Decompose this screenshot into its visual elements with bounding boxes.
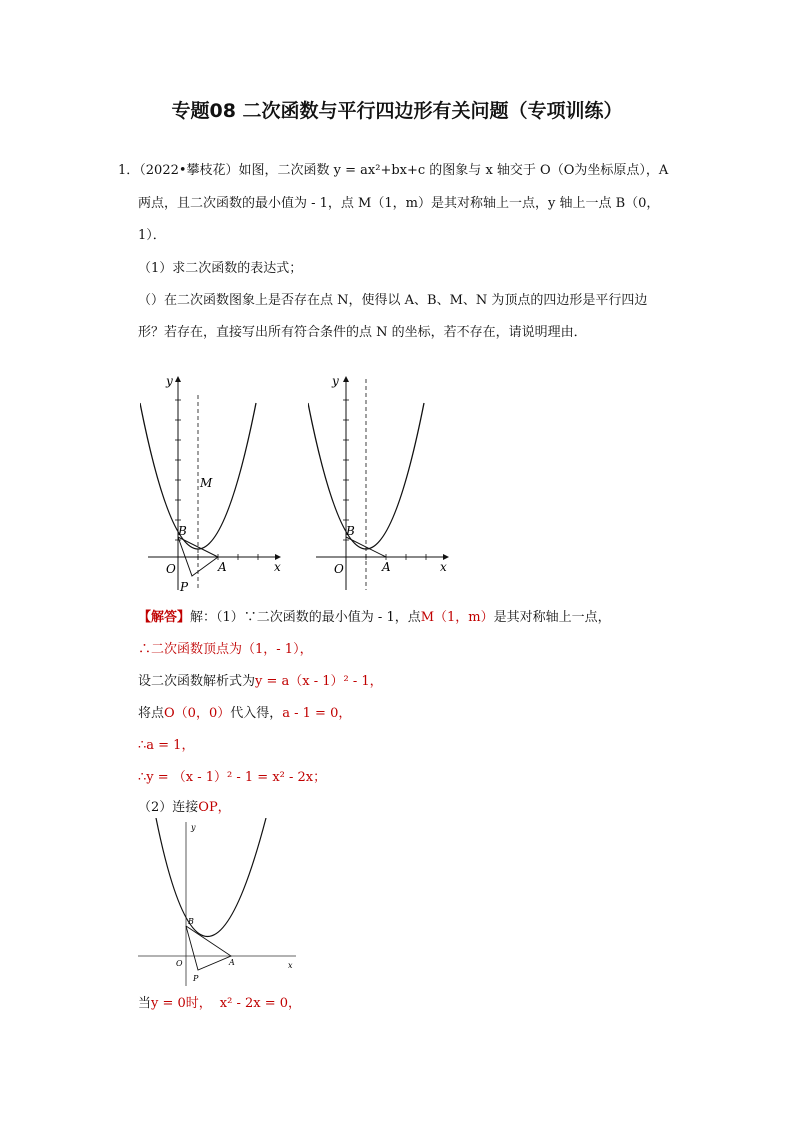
label-y-2: y bbox=[332, 374, 339, 388]
label-b-2: B bbox=[346, 524, 355, 538]
solution-step-3-point: O（0，0） bbox=[164, 706, 231, 721]
label-y: y bbox=[166, 374, 173, 388]
label-b: B bbox=[178, 524, 187, 538]
question-part-1: （1）求二次函数的表达式； bbox=[138, 261, 303, 276]
solution-step-7 bbox=[138, 996, 301, 1012]
solution-step-7-eq: x² - 2x = 0， bbox=[219, 996, 302, 1011]
question-number: 1． bbox=[118, 163, 140, 178]
solution-intro-end: 是其对称轴上一点， bbox=[493, 610, 611, 625]
solution-step-3 bbox=[138, 706, 351, 722]
question-part-2b: 形？若存在，直接写出所有符合条件的点 N 的坐标，若不存在，请说明理由． bbox=[138, 325, 587, 340]
solution-tag: 【解答】 bbox=[138, 610, 191, 625]
label-o-2: O bbox=[334, 562, 344, 576]
solution-step-7-cond: y = 0时， bbox=[151, 996, 212, 1011]
solution-step-1: ∴二次函数顶点为（1，- 1）， bbox=[138, 642, 313, 657]
label-m: M bbox=[200, 476, 213, 490]
figure-left-graph bbox=[140, 365, 290, 595]
page-title: 专题08 二次函数与平行四边形有关问题（专项训练） bbox=[171, 100, 623, 122]
solution-step-7-text: 当 bbox=[138, 996, 152, 1011]
label-o: O bbox=[166, 562, 176, 576]
solution-intro: 解：（1）∵二次函数的最小值为 - 1，点 bbox=[190, 610, 421, 625]
question-line-1 bbox=[118, 163, 668, 179]
label-x-2: x bbox=[440, 560, 447, 574]
solution-step-4: ∴a = 1， bbox=[138, 738, 195, 753]
label-a-2: A bbox=[382, 560, 391, 574]
label-x-3: x bbox=[288, 961, 293, 970]
question-text-1: （2022•攀枝花）如图，二次函数 y = ax²+bx+c 的图象与 x 轴交于 O（O为坐标原点），A bbox=[139, 163, 669, 178]
figure-right-graph bbox=[308, 365, 458, 595]
label-x: x bbox=[274, 560, 281, 574]
solution-step-5: ∴y = （x - 1）² - 1 = x² - 2x； bbox=[138, 770, 327, 785]
figure-solution-graph bbox=[136, 818, 301, 988]
solution-intro-point: M（1，m） bbox=[420, 610, 494, 625]
question-line-3: 1）． bbox=[138, 228, 166, 243]
solution-step-6-text: （2）连接 bbox=[138, 800, 199, 815]
solution-step-3-eq: a - 1 = 0， bbox=[282, 706, 352, 721]
solution-step-6 bbox=[138, 800, 231, 816]
solution-step-2-text: 设二次函数解析式为 bbox=[138, 674, 256, 689]
solution-step-3-text2: 代入得， bbox=[230, 706, 283, 721]
question-line-2: 两点，且二次函数的最小值为 - 1，点 M（1，m）是其对称轴上一点，y 轴上一点 B（0， bbox=[138, 196, 660, 211]
label-o-3: O bbox=[176, 959, 183, 968]
solution-step-2-formula: y = a（x - 1）² - 1， bbox=[255, 674, 383, 689]
label-p-3: P bbox=[193, 974, 199, 983]
label-a: A bbox=[218, 560, 227, 574]
label-p: P bbox=[180, 580, 189, 594]
question-part-2a: （）在二次函数图象上是否存在点 N，使得以 A、B、M、N 为顶点的四边形是平行四边 bbox=[138, 293, 648, 308]
solution-step-2 bbox=[138, 674, 383, 690]
label-a-3: A bbox=[229, 958, 235, 967]
solution-step-6-seg: OP， bbox=[198, 800, 231, 815]
label-b-3: B bbox=[188, 917, 194, 926]
solution-line-1 bbox=[138, 610, 611, 626]
solution-step-3-text: 将点 bbox=[138, 706, 165, 721]
label-y-3: y bbox=[191, 823, 196, 832]
